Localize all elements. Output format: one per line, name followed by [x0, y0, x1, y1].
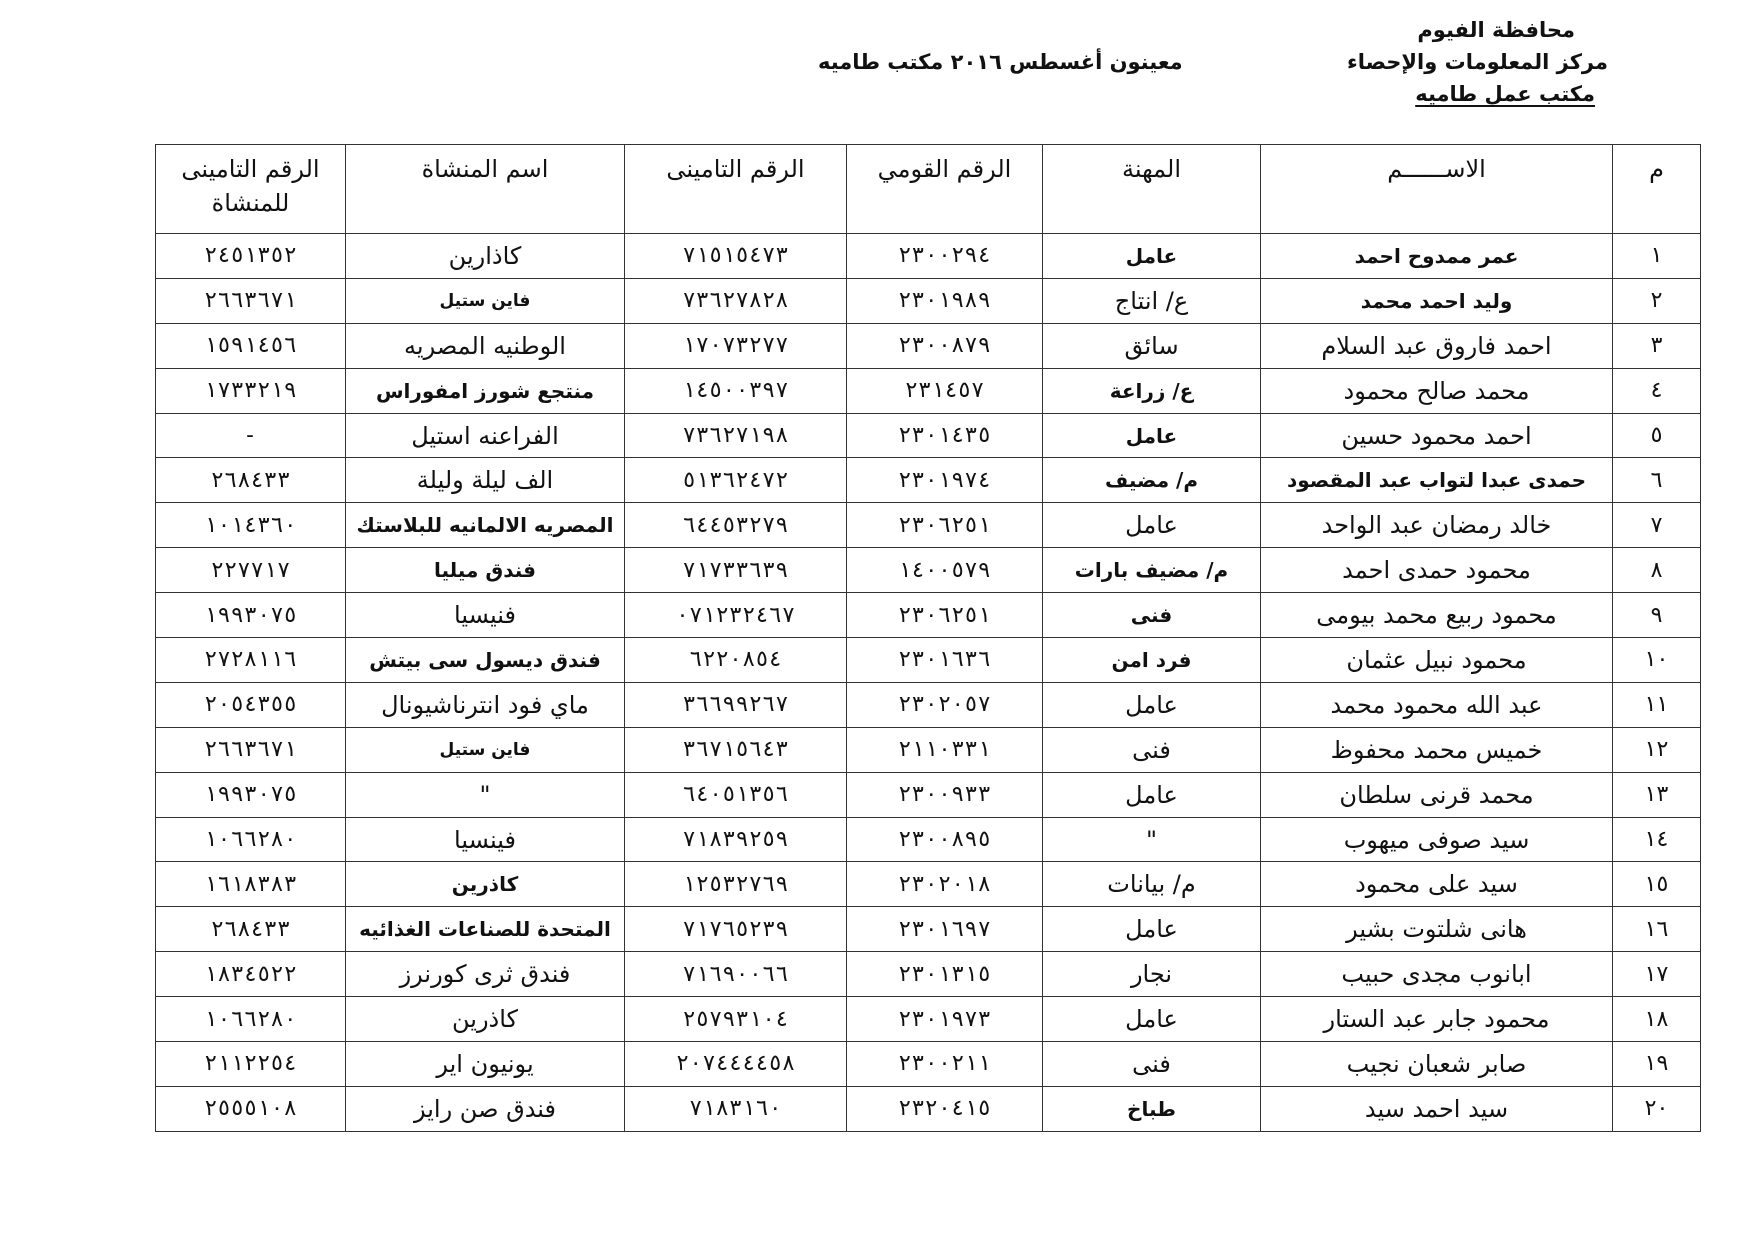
insurance-number: ١٤٥٠٠٣٩٧ — [625, 368, 847, 413]
table-row — [156, 997, 1701, 1042]
facility-name: المصريه الالمانيه للبلاستك — [346, 503, 625, 548]
table-row — [156, 952, 1701, 997]
facility-name: الوطنيه المصريه — [346, 323, 625, 368]
employee-name: سيد صوفى ميهوب — [1261, 817, 1613, 862]
employee-job: سائق — [1043, 323, 1261, 368]
facility-name: ماي فود انترناشيونال — [346, 682, 625, 727]
row-index: ١٥ — [1613, 862, 1701, 907]
facility-name: كاذرين — [346, 862, 625, 907]
row-index: ١٠ — [1613, 638, 1701, 683]
employee-job: عامل — [1043, 997, 1261, 1042]
facility-insurance-number: ٢٦٨٤٣٣ — [156, 458, 346, 503]
employee-job: م/ مضيف بارات — [1043, 548, 1261, 593]
insurance-number: ٣٦٦٩٩٢٦٧ — [625, 682, 847, 727]
insurance-number: ٢٥٧٩٣١٠٤ — [625, 997, 847, 1042]
national-id: ٢٣١٤٥٧ — [847, 368, 1043, 413]
row-index: ٢ — [1613, 278, 1701, 323]
employee-job: ع/ زراعة — [1043, 368, 1261, 413]
national-id: ٢١١٠٣٣١ — [847, 727, 1043, 772]
insurance-number: ٦٢٢٠٨٥٤ — [625, 638, 847, 683]
national-id: ١٤٠٠٥٧٩ — [847, 548, 1043, 593]
facility-insurance-number: ٢٤٥١٣٥٢ — [156, 234, 346, 279]
national-id: ٢٣٠١٩٨٩ — [847, 278, 1043, 323]
facility-insurance-number: ٢٦٨٤٣٣ — [156, 907, 346, 952]
row-index: ٨ — [1613, 548, 1701, 593]
employees-table — [155, 144, 1701, 1132]
row-index: ١ — [1613, 234, 1701, 279]
facility-insurance-number: ١٦١٨٣٨٣ — [156, 862, 346, 907]
table-row — [156, 682, 1701, 727]
employee-name: احمد محمود حسين — [1261, 413, 1613, 458]
national-id: ٢٣٠١٤٣٥ — [847, 413, 1043, 458]
employee-name: سيد احمد سيد — [1261, 1086, 1613, 1131]
insurance-number: ١٢٥٣٢٧٦٩ — [625, 862, 847, 907]
national-id: ٢٣٢٠٤١٥ — [847, 1086, 1043, 1131]
facility-insurance-number: ١٠٦٦٢٨٠ — [156, 997, 346, 1042]
table-row — [156, 458, 1701, 503]
employee-name: عبد الله محمود محمد — [1261, 682, 1613, 727]
insurance-number: ٧١٨٣٩٢٥٩ — [625, 817, 847, 862]
facility-insurance-number: ١٧٣٣٢١٩ — [156, 368, 346, 413]
employee-job: عامل — [1043, 682, 1261, 727]
employee-job: عامل — [1043, 907, 1261, 952]
facility-name: " — [346, 772, 625, 817]
table-header-row — [156, 145, 1701, 234]
national-id: ٢٣٠٢٠٥٧ — [847, 682, 1043, 727]
employee-name: محمود ربيع محمد بيومى — [1261, 593, 1613, 638]
national-id: ٢٣٠١٣١٥ — [847, 952, 1043, 997]
row-index: ١٨ — [1613, 997, 1701, 1042]
table-row — [156, 368, 1701, 413]
facility-insurance-number: ٢٥٥٥١٠٨ — [156, 1086, 346, 1131]
row-index: ٤ — [1613, 368, 1701, 413]
table-row — [156, 862, 1701, 907]
insurance-number: ٥١٣٦٢٤٧٢ — [625, 458, 847, 503]
insurance-number: ٢٠٧٤٤٤٤٥٨ — [625, 1042, 847, 1087]
national-id: ٢٣٠٠٢٩٤ — [847, 234, 1043, 279]
employee-name: هانى شلتوت بشير — [1261, 907, 1613, 952]
national-id: ٢٣٠٦٢٥١ — [847, 503, 1043, 548]
facility-insurance-number: ٢٧٢٨١١٦ — [156, 638, 346, 683]
insurance-number: ٧١٧٦٥٢٣٩ — [625, 907, 847, 952]
facility-name: كاذرين — [346, 997, 625, 1042]
employee-name: محمود جابر عبد الستار — [1261, 997, 1613, 1042]
national-id: ٢٣٠٢٠١٨ — [847, 862, 1043, 907]
employee-name: صابر شعبان نجيب — [1261, 1042, 1613, 1087]
employee-job: عامل — [1043, 772, 1261, 817]
col-header-national-id: الرقم القومي — [847, 145, 1043, 234]
row-index: ٧ — [1613, 503, 1701, 548]
insurance-number: ٧١٧٣٣٦٣٩ — [625, 548, 847, 593]
insurance-number: ٠٧١٢٣٢٤٦٧ — [625, 593, 847, 638]
facility-insurance-number: ٢٦٦٣٦٧١ — [156, 727, 346, 772]
col-header-name: الاســــــم — [1261, 145, 1613, 234]
facility-name: يونيون اير — [346, 1042, 625, 1087]
national-id: ٢٣٠٠٨٧٩ — [847, 323, 1043, 368]
insurance-number: ٧١٥١٥٤٧٣ — [625, 234, 847, 279]
governorate-heading: محافظة الفيوم — [1417, 18, 1575, 42]
row-index: ١٩ — [1613, 1042, 1701, 1087]
col-header-facility: اسم المنشاة — [346, 145, 625, 234]
table-row — [156, 413, 1701, 458]
col-header-facility-insurance: الرقم التامينى للمنشاة — [156, 145, 346, 234]
insurance-number: ٦٤٤٥٣٢٧٩ — [625, 503, 847, 548]
facility-name: المتحدة للصناعات الغذائيه — [346, 907, 625, 952]
employee-job: فرد امن — [1043, 638, 1261, 683]
facility-insurance-number: ١٩٩٣٠٧٥ — [156, 593, 346, 638]
facility-insurance-number: ٢١١٢٢٥٤ — [156, 1042, 346, 1087]
row-index: ١٧ — [1613, 952, 1701, 997]
employee-name: سيد على محمود — [1261, 862, 1613, 907]
employee-name: احمد فاروق عبد السلام — [1261, 323, 1613, 368]
center-heading: مركز المعلومات والإحصاء — [1346, 50, 1608, 74]
row-index: ١٣ — [1613, 772, 1701, 817]
facility-insurance-number: ٢٠٥٤٣٥٥ — [156, 682, 346, 727]
insurance-number: ١٧٠٧٣٢٧٧ — [625, 323, 847, 368]
employee-job: فنى — [1043, 593, 1261, 638]
row-index: ١٤ — [1613, 817, 1701, 862]
col-header-insurance-no: الرقم التامينى — [625, 145, 847, 234]
employee-name: وليد احمد محمد — [1261, 278, 1613, 323]
national-id: ٢٣٠١٩٧٤ — [847, 458, 1043, 503]
facility-name: فندق ديسول سى بيتش — [346, 638, 625, 683]
facility-insurance-number: ١٨٣٤٥٢٢ — [156, 952, 346, 997]
national-id: ٢٣٠٠٨٩٥ — [847, 817, 1043, 862]
row-index: ١٢ — [1613, 727, 1701, 772]
table-row — [156, 503, 1701, 548]
facility-insurance-number: ١٥٩١٤٥٦ — [156, 323, 346, 368]
row-index: ١١ — [1613, 682, 1701, 727]
insurance-number: ٧٣٦٢٧١٩٨ — [625, 413, 847, 458]
facility-insurance-number: ٢٦٦٣٦٧١ — [156, 278, 346, 323]
employee-name: خميس محمد محفوظ — [1261, 727, 1613, 772]
insurance-number: ٧١٨٣١٦٠ — [625, 1086, 847, 1131]
employee-name: محمود نبيل عثمان — [1261, 638, 1613, 683]
facility-insurance-number: - — [156, 413, 346, 458]
facility-name: فينسيا — [346, 817, 625, 862]
insurance-number: ٧٣٦٢٧٨٢٨ — [625, 278, 847, 323]
national-id: ٢٣٠٠٩٣٣ — [847, 772, 1043, 817]
table-row — [156, 323, 1701, 368]
table-row — [156, 234, 1701, 279]
facility-name: فنيسيا — [346, 593, 625, 638]
employee-job: م/ مضيف — [1043, 458, 1261, 503]
employee-name: حمدى عبدا لتواب عبد المقصود — [1261, 458, 1613, 503]
facility-name: منتجع شورز امفوراس — [346, 368, 625, 413]
document-title: معينون أغسطس ٢٠١٦ مكتب طاميه — [818, 50, 1183, 74]
table-row — [156, 727, 1701, 772]
table-row — [156, 278, 1701, 323]
employee-job: " — [1043, 817, 1261, 862]
office-heading: مكتب عمل طاميه — [1415, 82, 1595, 106]
facility-name: الفراعنه استيل — [346, 413, 625, 458]
col-header-index: م — [1613, 145, 1701, 234]
employee-job: عامل — [1043, 503, 1261, 548]
facility-insurance-number: ٢٢٧٧١٧ — [156, 548, 346, 593]
employee-name: خالد رمضان عبد الواحد — [1261, 503, 1613, 548]
table-row — [156, 907, 1701, 952]
facility-name: فاين ستيل — [346, 727, 625, 772]
facility-name: فندق ميليا — [346, 548, 625, 593]
national-id: ٢٣٠٦٢٥١ — [847, 593, 1043, 638]
employee-job: عامل — [1043, 413, 1261, 458]
employee-job: ع/ انتاج — [1043, 278, 1261, 323]
table-row — [156, 548, 1701, 593]
col-header-job: المهنة — [1043, 145, 1261, 234]
facility-name: الف ليلة وليلة — [346, 458, 625, 503]
facility-name: كاذارين — [346, 234, 625, 279]
table-row — [156, 593, 1701, 638]
row-index: ٣ — [1613, 323, 1701, 368]
table-row — [156, 1042, 1701, 1087]
employee-job: فنى — [1043, 1042, 1261, 1087]
national-id: ٢٣٠١٦٣٦ — [847, 638, 1043, 683]
table-row — [156, 638, 1701, 683]
facility-insurance-number: ١٩٩٣٠٧٥ — [156, 772, 346, 817]
employee-job: عامل — [1043, 234, 1261, 279]
row-index: ٢٠ — [1613, 1086, 1701, 1131]
row-index: ٩ — [1613, 593, 1701, 638]
insurance-number: ٣٦٧١٥٦٤٣ — [625, 727, 847, 772]
employee-name: محمود حمدى احمد — [1261, 548, 1613, 593]
employee-name: محمد صالح محمود — [1261, 368, 1613, 413]
employee-name: عمر ممدوح احمد — [1261, 234, 1613, 279]
national-id: ٢٣٠١٩٧٣ — [847, 997, 1043, 1042]
row-index: ٥ — [1613, 413, 1701, 458]
national-id: ٢٣٠٠٢١١ — [847, 1042, 1043, 1087]
employee-name: محمد قرنى سلطان — [1261, 772, 1613, 817]
facility-name: فاين ستيل — [346, 278, 625, 323]
insurance-number: ٧١٦٩٠٠٦٦ — [625, 952, 847, 997]
employee-job: طباخ — [1043, 1086, 1261, 1131]
table-row — [156, 1086, 1701, 1131]
row-index: ٦ — [1613, 458, 1701, 503]
national-id: ٢٣٠١٦٩٧ — [847, 907, 1043, 952]
insurance-number: ٦٤٠٥١٣٥٦ — [625, 772, 847, 817]
employee-job: م/ بيانات — [1043, 862, 1261, 907]
employee-job: نجار — [1043, 952, 1261, 997]
row-index: ١٦ — [1613, 907, 1701, 952]
facility-name: فندق صن رايز — [346, 1086, 625, 1131]
table-row — [156, 817, 1701, 862]
table-row — [156, 772, 1701, 817]
facility-insurance-number: ١٠١٤٣٦٠ — [156, 503, 346, 548]
facility-name: فندق ثرى كورنرز — [346, 952, 625, 997]
employee-job: فنى — [1043, 727, 1261, 772]
employee-name: ابانوب مجدى حبيب — [1261, 952, 1613, 997]
facility-insurance-number: ١٠٦٦٢٨٠ — [156, 817, 346, 862]
